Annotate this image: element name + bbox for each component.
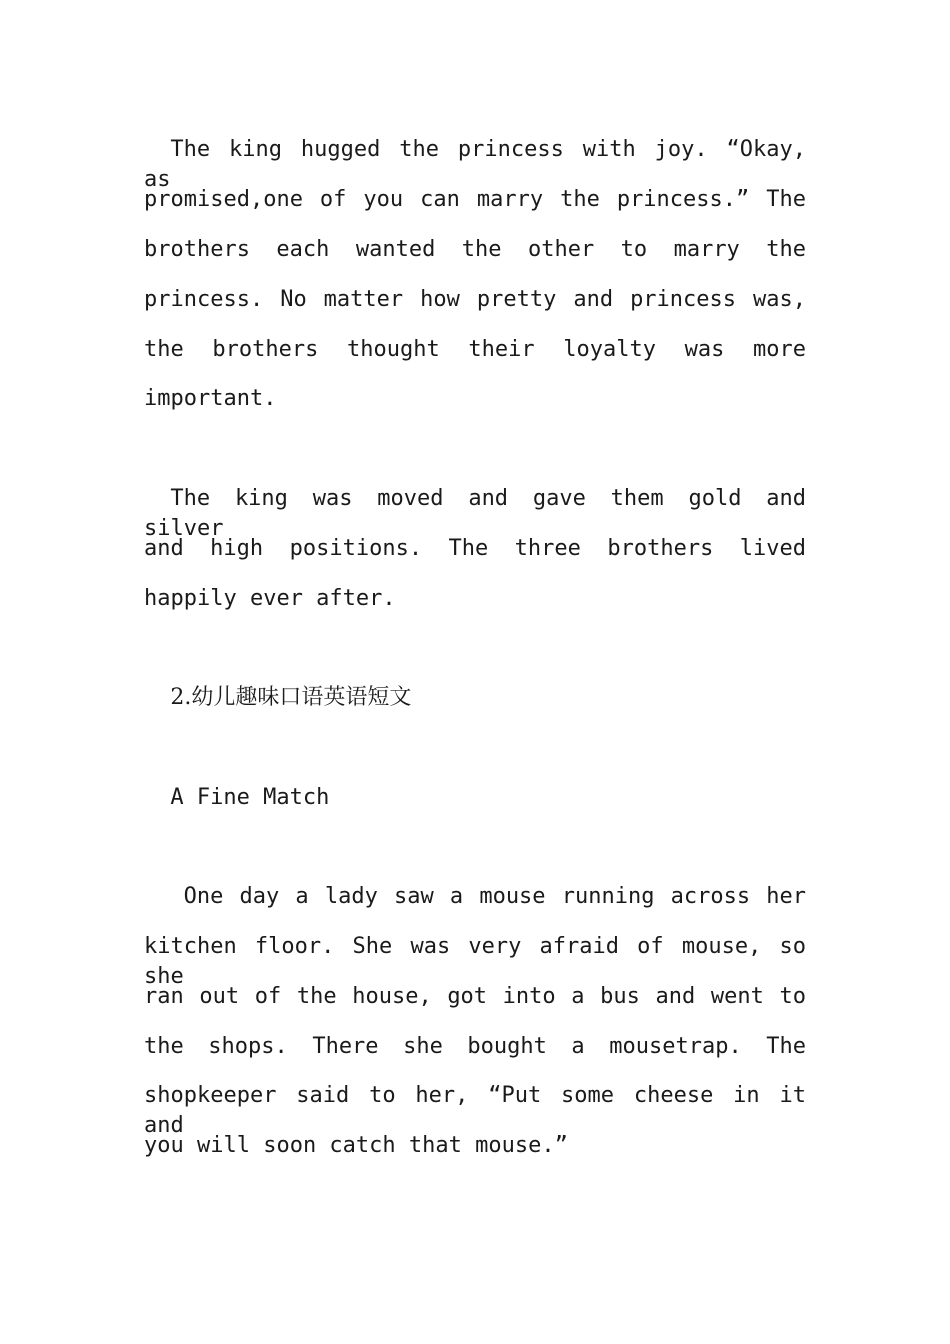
paragraph-2-line-2: and high positions. The three brothers lived bbox=[144, 536, 806, 561]
paragraph-3-line-1: One day a lady saw a mouse running across her bbox=[183, 884, 806, 909]
paragraph-1-line-1: The king hugged the princess with joy. “Okay, as bbox=[144, 137, 806, 192]
section-heading: 2.幼儿趣味口语英语短文 bbox=[170, 685, 412, 710]
paragraph-3-line-2: kitchen floor. She was very afraid of mouse, so she bbox=[144, 934, 806, 989]
paragraph-1-line-3: brothers each wanted the other to marry the bbox=[144, 237, 806, 262]
paragraph-1-line-4: princess. No matter how pretty and princess was, bbox=[144, 287, 806, 312]
paragraph-2-line-1: The king was moved and gave them gold and silver bbox=[144, 486, 806, 541]
paragraph-3-line-6: you will soon catch that mouse.” bbox=[144, 1133, 568, 1158]
paragraph-3-line-3: ran out of the house, got into a bus and went to bbox=[144, 984, 806, 1009]
paragraph-3-line-4: the shops. There she bought a mousetrap. The bbox=[144, 1034, 806, 1059]
paragraph-3-line-5: shopkeeper said to her, “Put some cheese in it and bbox=[144, 1083, 806, 1138]
story-title: A Fine Match bbox=[170, 785, 330, 810]
paragraph-1-line-5: the brothers thought their loyalty was more bbox=[144, 337, 806, 362]
paragraph-1-line-2: promised,one of you can marry the princess.” The bbox=[144, 187, 806, 212]
paragraph-2-line-3: happily ever after. bbox=[144, 586, 396, 611]
paragraph-1-line-6: important. bbox=[144, 386, 277, 411]
